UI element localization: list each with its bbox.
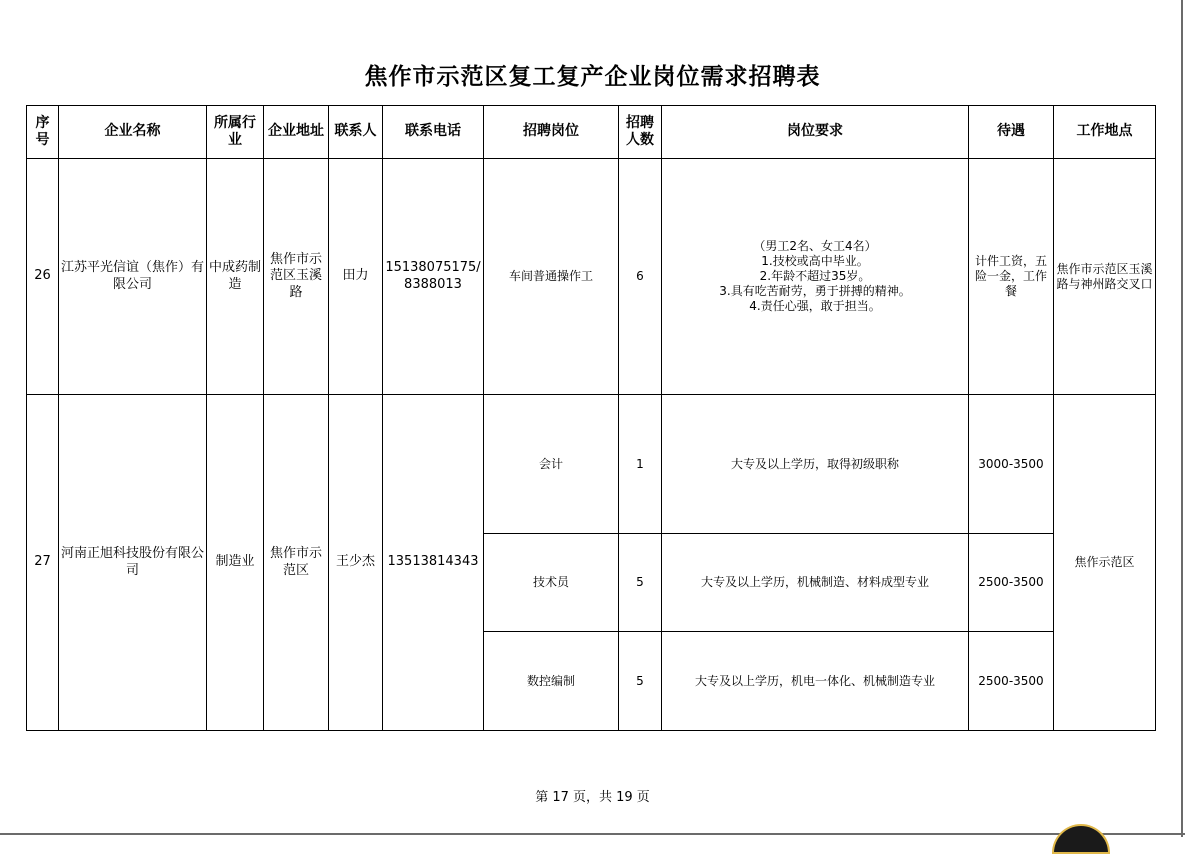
row-location: 焦作市示范区玉溪路与神州路交叉口 <box>1054 159 1156 395</box>
header-phone: 联系电话 <box>383 106 484 159</box>
row-position: 技术员 <box>484 534 619 632</box>
page-title: 焦作市示范区复工复产企业岗位需求招聘表 <box>364 64 821 90</box>
row-industry: 制造业 <box>207 395 264 731</box>
header-row <box>27 106 1156 159</box>
header-location: 工作地点 <box>1054 106 1156 159</box>
recruitment-table <box>26 105 1156 731</box>
header-address: 企业地址 <box>264 106 329 159</box>
row-requirements: 大专及以上学历，取得初级职称 <box>662 395 969 534</box>
row-company: 江苏平光信谊（焦作）有限公司 <box>59 159 207 395</box>
header-seq: 序号 <box>27 106 59 159</box>
corner-seal-icon <box>1052 824 1110 854</box>
row-contact: 王少杰 <box>329 395 383 731</box>
row-salary: 计件工资，五险一金，工作餐 <box>969 159 1054 395</box>
page-edge-bottom <box>0 833 1185 835</box>
header-position: 招聘岗位 <box>484 106 619 159</box>
header-contact: 联系人 <box>329 106 383 159</box>
row-count: 5 <box>619 632 662 731</box>
requirement-line: 4.责任心强，敢于担当。 <box>749 299 881 313</box>
header-salary: 待遇 <box>969 106 1054 159</box>
header-requirements: 岗位要求 <box>662 106 969 159</box>
page-footer: 第 17 页，共 19 页 <box>535 790 650 805</box>
row-position: 会计 <box>484 395 619 534</box>
row-address: 焦作市示范区 <box>264 395 329 731</box>
row-contact: 田力 <box>329 159 383 395</box>
row-address: 焦作市示范区玉溪路 <box>264 159 329 395</box>
row-industry: 中成药制造 <box>207 159 264 395</box>
header-industry: 所属行业 <box>207 106 264 159</box>
row-phone: 15138075175/8388013 <box>383 159 484 395</box>
row-requirements: 大专及以上学历，机电一体化、机械制造专业 <box>662 632 969 731</box>
row-seq: 26 <box>27 159 59 395</box>
header-company: 企业名称 <box>59 106 207 159</box>
row-seq: 27 <box>27 395 59 731</box>
table-row <box>27 395 1156 534</box>
page-edge-right <box>1181 0 1183 837</box>
row-salary: 2500-3500 <box>969 632 1054 731</box>
requirement-line: 3.具有吃苦耐劳，勇于拼搏的精神。 <box>719 284 911 298</box>
row-position: 车间普通操作工 <box>484 159 619 395</box>
table-row <box>27 159 1156 395</box>
header-count: 招聘人数 <box>619 106 662 159</box>
row-phone: 13513814343 <box>383 395 484 731</box>
row-company: 河南正旭科技股份有限公司 <box>59 395 207 731</box>
requirement-line: 2.年龄不超过35岁。 <box>759 269 871 283</box>
row-position: 数控编制 <box>484 632 619 731</box>
requirement-line: 1.技校或高中毕业。 <box>761 254 869 268</box>
row-salary: 2500-3500 <box>969 534 1054 632</box>
row-count: 1 <box>619 395 662 534</box>
row-salary: 3000-3500 <box>969 395 1054 534</box>
row-count: 6 <box>619 159 662 395</box>
row-requirements: 大专及以上学历，机械制造、材料成型专业 <box>662 534 969 632</box>
row-count: 5 <box>619 534 662 632</box>
requirement-line: （男工2名、女工4名） <box>753 239 877 253</box>
row-requirements <box>662 159 969 395</box>
row-location: 焦作示范区 <box>1054 395 1156 731</box>
